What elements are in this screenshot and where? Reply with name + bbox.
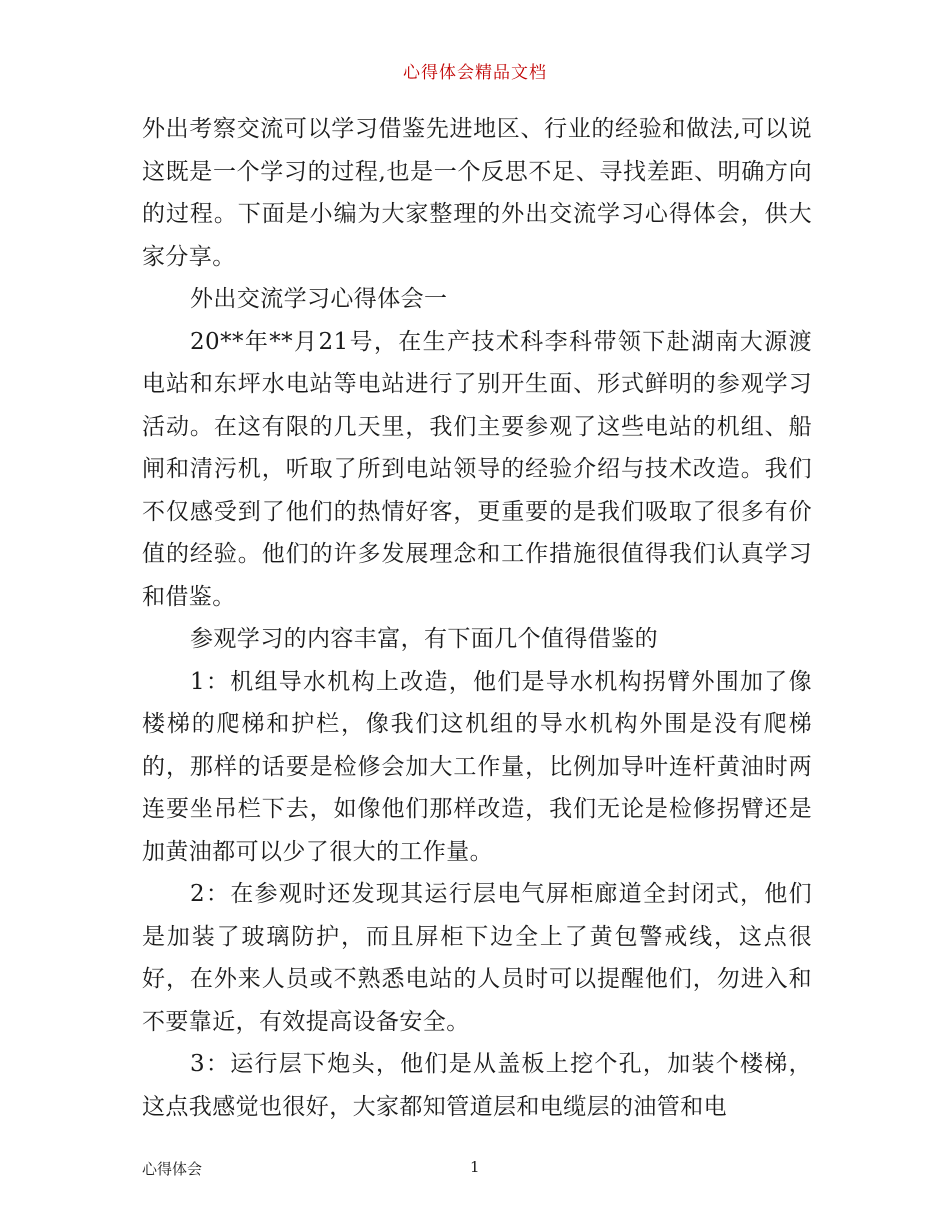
list-item-1: 1：机组导水机构上改造，他们是导水机构拐臂外围加了像楼梯的爬梯和护栏，像我们这机组的导水机构外围是没有爬梯的，那样的话要是检修会加大工作量，比例加导叶连杆黄油时两连要坐吊栏下去，如像他们那样改造，我们无论是检修拐臂还是加黄油都可以少了很大的工作量。	[142, 668, 812, 865]
body-paragraph: 参观学习的内容丰富，有下面几个值得借鉴的	[190, 626, 658, 652]
document-body	[142, 108, 812, 1128]
page-number: 1	[470, 1158, 480, 1176]
page-header-title: 心得体会精品文档	[403, 63, 547, 83]
footer-label: 心得体会	[142, 1160, 203, 1178]
list-item-3: 3：运行层下炮头，他们是从盖板上挖个孔，加装个楼梯，这点我感觉也很好，大家都知管道层和电缆层的油管和电	[142, 1051, 812, 1120]
list-item-2: 2：在参观时还发现其运行层电气屏柜廊道全封闭式，他们是加装了玻璃防护，而且屏柜下边全上了黄包警戒线，这点很好，在外来人员或不熟悉电站的人员时可以提醒他们，勿进入和不要靠近，有效提高设备安全。	[142, 881, 812, 1035]
body-paragraph: 20**年**月21号，在生产技术科李科带领下赴湖南大源渡电站和东坪水电站等电站进行了别开生面、形式鲜明的参观学习活动。在这有限的几天里，我们主要参观了这些电站的机组、船闸和清污机，听取了所到电站领导的经验介绍与技术改造。我们不仅感受到了他们的热情好客，更重要的是我们吸取了很多有价值的经验。他们的许多发展理念和工作措施很值得我们认真学习和借鉴。	[142, 328, 812, 610]
section-heading: 外出交流学习心得体会一	[190, 286, 448, 312]
intro-paragraph: 外出考察交流可以学习借鉴先进地区、行业的经验和做法,可以说这既是一个学习的过程,也是一个反思不足、寻找差距、明确方向的过程。下面是小编为大家整理的外出交流学习心得体会，供大家分享。	[142, 116, 812, 270]
